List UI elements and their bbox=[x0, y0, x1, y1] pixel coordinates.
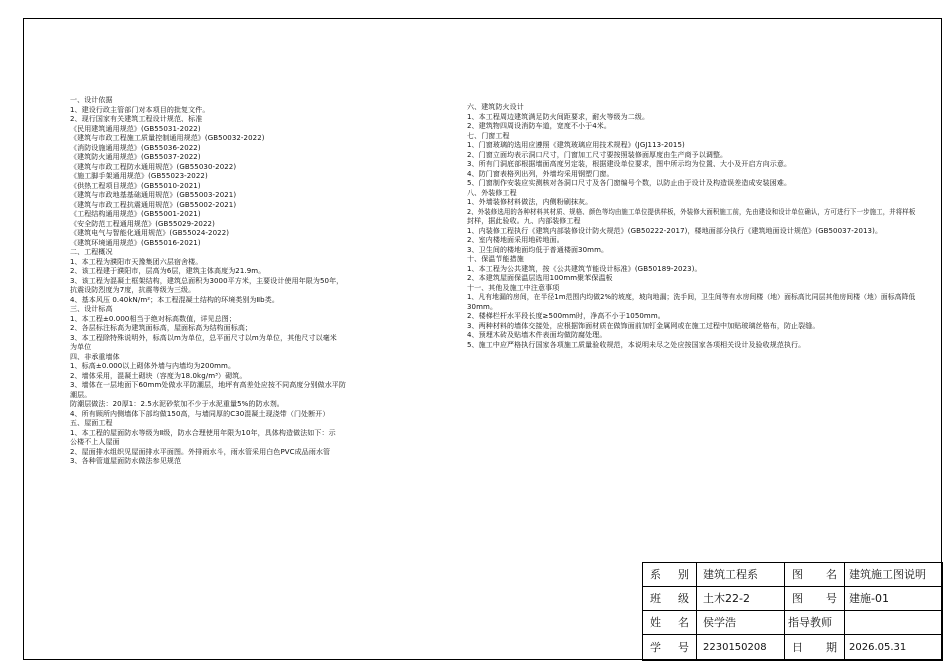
note-line: 1、建设行政主管部门对本项目的批复文件。 bbox=[70, 105, 210, 114]
date-value: 2026.05.31 bbox=[845, 635, 943, 661]
note-line: 抗震设防烈度为7度，抗震等级为三级。 bbox=[70, 286, 196, 294]
note-line: 2、室内楼地面采用地砖地面。 bbox=[467, 236, 564, 244]
note-line: 《建筑防火通用规范》(GB55037-2022) bbox=[70, 153, 201, 161]
note-line: 1、本工程的屋面防水等级为Ⅱ级，防水合理使用年限为10年，具体构造做法如下：示 bbox=[70, 428, 336, 437]
note-line: 2、建筑物四周设消防车道，宽度不小于4米。 bbox=[467, 122, 612, 130]
note-line: 3、所有门洞底部根据墙面高度另定装，根据建设单位要求，图中所示均为位置、大小及开启方向示意。 bbox=[467, 160, 792, 168]
note-line: 十一、其他及施工中注意事项 bbox=[467, 283, 560, 292]
student-no-value: 2230150208 bbox=[697, 635, 785, 661]
note-line: 3、各种管道屋面防水做法参见规范 bbox=[70, 457, 182, 465]
design-notes-right-column bbox=[467, 103, 916, 350]
note-line: 1、本工程周边建筑满足防火间距要求，耐火等级为二级。 bbox=[467, 112, 650, 121]
note-line: 《施工脚手架通用规范》(GB55023-2022) bbox=[70, 172, 208, 180]
note-line: 十、保温节能措施 bbox=[467, 255, 524, 263]
note-line: 二、工程概况 bbox=[70, 248, 113, 256]
note-line: 2、现行国家有关建筑工程设计规范、标准 bbox=[70, 115, 203, 123]
student-no-label: 学 号 bbox=[643, 635, 697, 661]
note-line: 1、本工程为公共建筑，按《公共建筑节能设计标准》(GB50189-2023)。 bbox=[467, 264, 702, 273]
note-line: 公楼不上人屋面 bbox=[70, 438, 120, 446]
note-line: 3、两种材料的墙体交接处，应根据饰面材质在做饰面前加钉金属网或在施工过程中加贴玻璃丝格布，防止裂缝。 bbox=[467, 321, 820, 330]
note-line: 3、该工程为混凝土框架结构，建筑总面积为3000平方米，主要设计使用年限为50年， bbox=[70, 276, 344, 285]
note-line: 4、基本风压 0.40kN/m²；本工程混凝土结构的环境类别为Ⅱb类。 bbox=[70, 295, 279, 304]
note-line: 2、楼梯栏杆水平段长度≥500mm时，净高不小于1050mm。 bbox=[467, 312, 665, 320]
note-line: 《建筑与市政工程施工质量控制通用规范》(GB50032-2022) bbox=[70, 134, 265, 142]
note-line: 2、各层标注标高为建筑面标高，屋面标高为结构面标高； bbox=[70, 324, 253, 332]
note-line: 30mm。 bbox=[467, 302, 498, 311]
note-line: 4、预埋木砖及贴墙木件表面均做防腐处理。 bbox=[467, 331, 607, 339]
date-label: 日 期 bbox=[785, 635, 845, 661]
note-line: 《建筑与市政工程防水通用规范》(GB55030-2022) bbox=[70, 162, 237, 171]
title-row-student-no bbox=[643, 635, 943, 661]
note-line: 3、本工程除特殊说明外，标高以m为单位，总平面尺寸以m为单位，其他尺寸以毫米 bbox=[70, 333, 337, 342]
note-line: 八、外装修工程 bbox=[467, 188, 517, 197]
note-line: 2、外装修选用的各种材料其材质、规格、颜色等均由施工单位提供样板，外装修大面积施工前，先由建设和设计单位确认，方可进行下一步施工，并将样板 bbox=[467, 207, 916, 216]
note-line: 封样，据此验收。九、内部装修工程 bbox=[467, 217, 581, 225]
note-line: 2、门窗立面均表示洞口尺寸，门窗加工尺寸要按照装修面厚度由生产商予以调整。 bbox=[467, 150, 728, 159]
design-notes-left-column bbox=[70, 96, 350, 467]
note-line: 5、门窗制作安装应实测核对各洞口尺寸及各门窗编号个数，以防止由于设计及构造误差造成安装困难。 bbox=[467, 179, 792, 187]
note-line: 《民用建筑通用规范》(GB55031-2022) bbox=[70, 124, 201, 133]
title-row-name bbox=[643, 611, 943, 635]
note-line: 《建筑与市政工程抗震通用规范》(GB55002-2021) bbox=[70, 200, 237, 209]
title-row-class bbox=[643, 587, 943, 611]
title-block bbox=[642, 562, 943, 661]
title-row-department bbox=[643, 563, 943, 587]
note-line: 1、内装修工程执行《建筑内部装修设计防火规范》(GB50222-2017)，楼地面部分执行《建筑地面设计规范》(GB50037-2013)。 bbox=[467, 226, 883, 235]
advisor-value bbox=[845, 611, 943, 635]
note-line: 三、设计标高 bbox=[70, 305, 113, 313]
note-line: 五、屋面工程 bbox=[70, 419, 113, 427]
note-line: 防潮层做法：20厚1：2.5水泥砂浆加不少于水泥重量5%的防水剂。 bbox=[70, 400, 284, 408]
note-line: 1、本工程±0.000相当于绝对标高数值，详见总图； bbox=[70, 314, 236, 323]
class-value: 土木22-2 bbox=[697, 587, 785, 611]
note-line: 1、凡有地漏的房间，在半径1m范围内均做2%的坡度，坡向地漏；洗手间，卫生间等有水房间楼（地）面标高比同层其他房间楼（地）面标高降低 bbox=[467, 293, 916, 301]
drawing-name-value: 建筑施工图说明 bbox=[845, 563, 943, 587]
note-line: 《工程结构通用规范》(GB55001-2021) bbox=[70, 210, 201, 218]
note-line: 2、该工程建于濮阳市，层高为6层，建筑主体高度为21.9m。 bbox=[70, 267, 266, 275]
note-line: 2、墙体采用，混凝土砌块（容度为18.0kg/m³）砌筑。 bbox=[70, 371, 247, 380]
note-line: 《消防设施通用规范》(GB55036-2022) bbox=[70, 143, 201, 152]
advisor-label: 指导教师 bbox=[785, 611, 845, 635]
drawing-no-value: 建施-01 bbox=[845, 587, 943, 611]
note-line: 3、卫生间的楼地面均低于普通楼面30mm。 bbox=[467, 245, 609, 254]
note-line: 为单位 bbox=[70, 343, 92, 351]
class-label: 班 级 bbox=[643, 587, 697, 611]
note-line: 5、施工中应严格执行国家各项施工质量验收规范，本说明未尽之处应按国家各项相关设计及验收规范执行。 bbox=[467, 340, 806, 349]
dept-value: 建筑工程系 bbox=[697, 563, 785, 587]
note-line: 2、本建筑屋面保温层选用100mm聚苯保温板 bbox=[467, 274, 613, 282]
note-line: 1、门窗玻璃的选用应遵照《建筑玻璃应用技术规程》(JGJ113-2015) bbox=[467, 141, 685, 149]
note-line: 1、标高±0.000以上砌体外墙与内墙均为200mm。 bbox=[70, 362, 236, 370]
note-line: 《供热工程项目规范》(GB55010-2021) bbox=[70, 181, 201, 190]
name-value: 侯学浩 bbox=[697, 611, 785, 635]
note-line: 《建筑电气与智能化通用规范》(GB55024-2022) bbox=[70, 229, 230, 237]
note-line: 《建筑环境通用规范》(GB55016-2021) bbox=[70, 238, 201, 247]
note-line: 四、非承重墙体 bbox=[70, 352, 120, 361]
note-line: 4、防门窗表格列出列，外墙均采用钢塑门窗。 bbox=[467, 169, 614, 178]
note-line: 《建筑与市政地基基础通用规范》(GB55003-2021) bbox=[70, 191, 237, 199]
note-line: 一、设计依据 bbox=[70, 96, 113, 104]
drawing-name-label: 图 名 bbox=[785, 563, 845, 587]
note-line: 七、门窗工程 bbox=[467, 131, 510, 140]
note-line: 1、外墙装修材料做法，内侧粉刷抹灰。 bbox=[467, 198, 593, 206]
note-line: 1、本工程为濮阳市天豫集团六层宿舍楼。 bbox=[70, 257, 203, 266]
note-line: 2、屋面排水组织见屋面排水平面图。外排雨水斗，雨水管采用白色PVC成品雨水管 bbox=[70, 447, 331, 456]
drawing-no-label: 图 号 bbox=[785, 587, 845, 611]
name-label: 姓 名 bbox=[643, 611, 697, 635]
dept-label: 系 别 bbox=[643, 563, 697, 587]
note-line: 《安全防范工程通用规范》(GB55029-2022) bbox=[70, 219, 215, 228]
note-line: 六、建筑防火设计 bbox=[467, 103, 524, 111]
note-line: 3、墙体在一层地面下60mm处做水平防潮层，地坪有高差处应按不同高度分别做水平防 bbox=[70, 381, 346, 389]
note-line: 潮层。 bbox=[70, 390, 92, 399]
note-line: 4、所有顾所内侧墙体下部均做150高，与墙同厚的C30混凝土现浇带（门处断开） bbox=[70, 409, 330, 418]
